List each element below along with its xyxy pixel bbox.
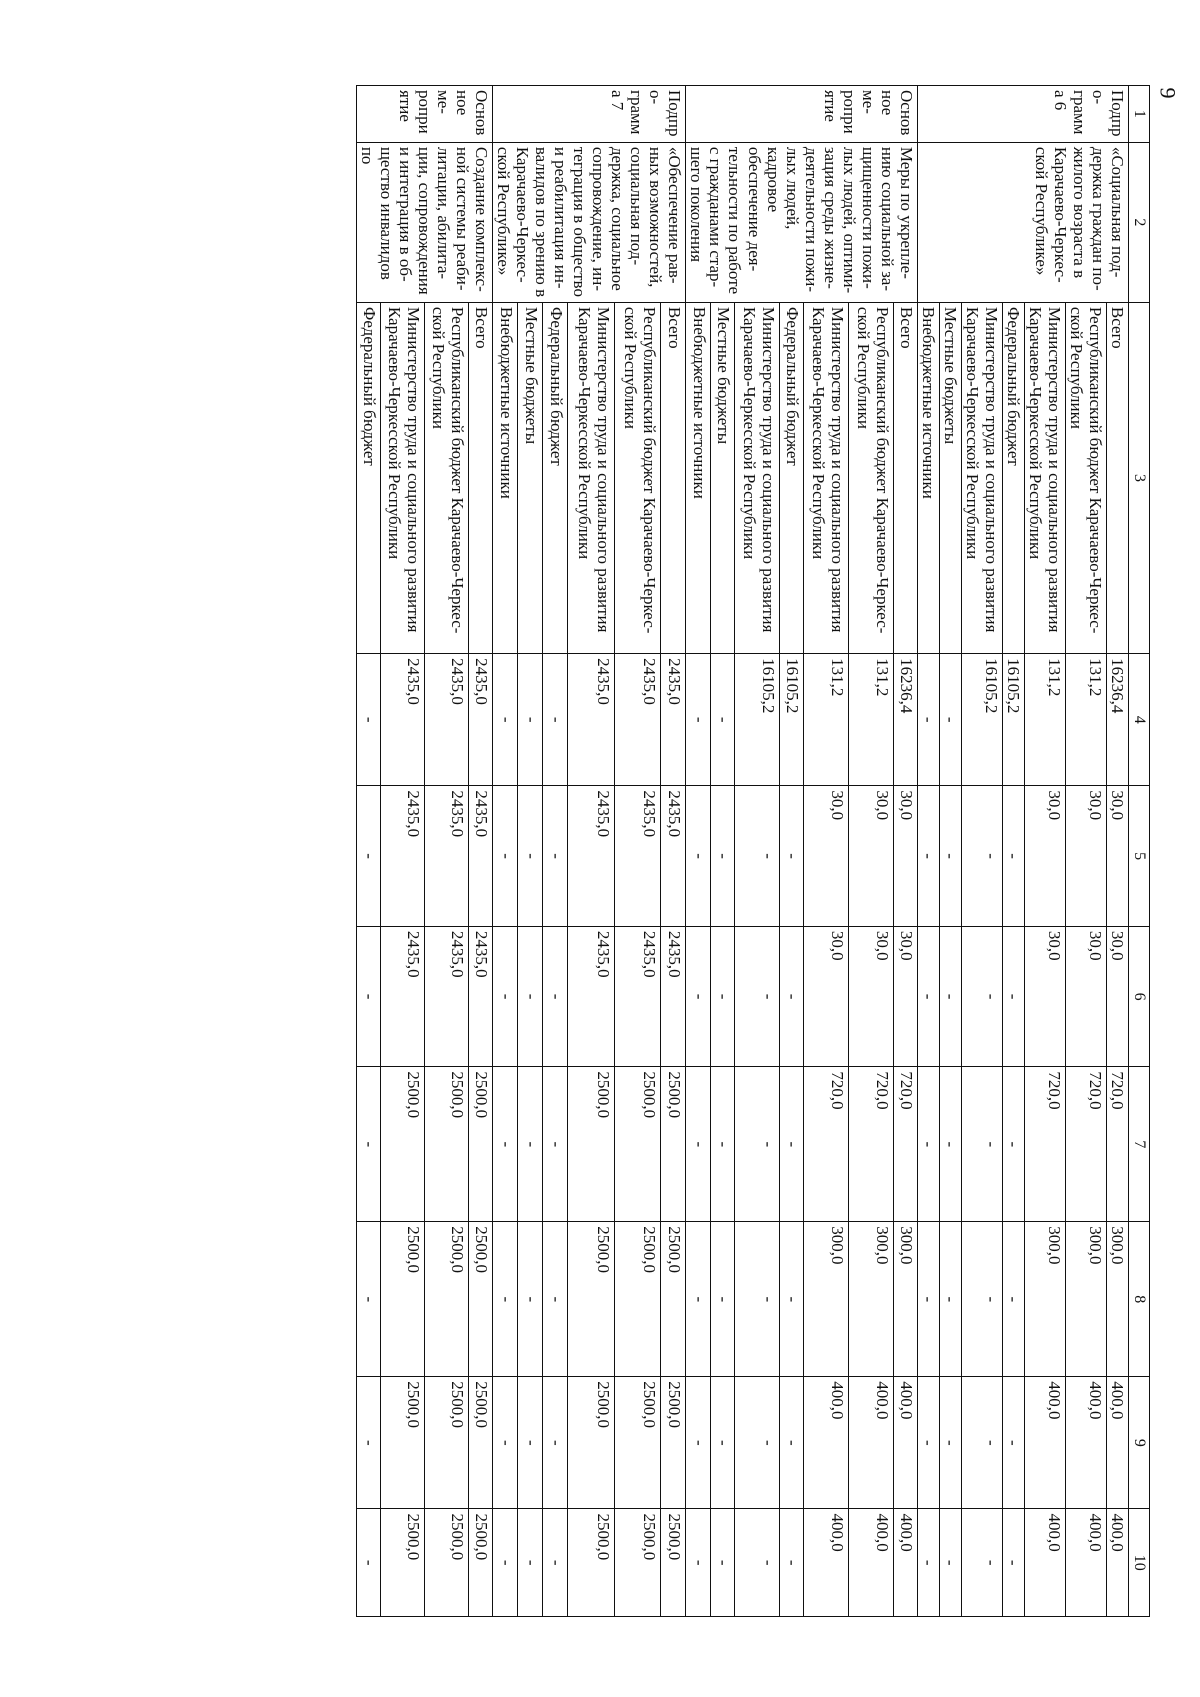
amount-cell-col7: - <box>917 1067 939 1222</box>
amount-cell-col4: 16105,2 <box>779 654 803 786</box>
table-row <box>493 86 518 1617</box>
amount-cell-col8: - <box>917 1222 939 1377</box>
amount-cell-col4: 16105,2 <box>1002 654 1024 786</box>
column-header-10: 10 <box>1129 1509 1150 1617</box>
program-type-cell: Основное ме-роприятие <box>686 86 917 143</box>
table-row <box>661 86 686 1617</box>
column-header-6: 6 <box>1129 926 1150 1066</box>
table-row <box>848 86 893 1617</box>
amount-cell-col6: - <box>939 926 961 1066</box>
program-type-cell: Подпро-грамма 7 <box>493 86 686 143</box>
amount-cell-col6: - <box>779 926 803 1066</box>
amount-cell-col5: - <box>961 786 1002 926</box>
amount-cell-col7: - <box>939 1067 961 1222</box>
amount-cell-col9: - <box>961 1377 1002 1509</box>
amount-cell-col4: 2435,0 <box>469 654 493 786</box>
amount-cell-col10: 2500,0 <box>469 1509 493 1617</box>
amount-cell-col4: 131,2 <box>1024 654 1065 786</box>
amount-cell-col7: 720,0 <box>1024 1067 1065 1222</box>
funding-source-cell: Всего <box>469 302 493 653</box>
amount-cell-col10: 400,0 <box>848 1509 893 1617</box>
column-header-5: 5 <box>1129 786 1150 926</box>
amount-cell-col4: 16236,4 <box>893 654 917 786</box>
amount-cell-col8: 300,0 <box>1066 1222 1107 1377</box>
amount-cell-col9: 400,0 <box>1107 1377 1129 1509</box>
amount-cell-col8: - <box>543 1222 568 1377</box>
amount-cell-col8: 2500,0 <box>614 1222 661 1377</box>
amount-cell-col9: 2500,0 <box>425 1377 469 1509</box>
table-row <box>543 86 568 1617</box>
amount-cell-col9: 2500,0 <box>614 1377 661 1509</box>
table-row <box>380 86 424 1617</box>
amount-cell-col6: - <box>961 926 1002 1066</box>
funding-source-cell: Местные бюджеты <box>710 302 734 653</box>
funding-source-cell: Федеральный бюджет <box>1002 302 1024 653</box>
amount-cell-col9: 400,0 <box>1066 1377 1107 1509</box>
program-name-cell: «Обеспечение рав-ных возможностей, социальная под-держка, социальное сопровождение, ин-теграция в общество и реабилитация ин-валидов по зрению в Карачаево-Черкес-ской Республике» <box>493 142 686 302</box>
amount-cell-col10: 400,0 <box>1107 1509 1129 1617</box>
amount-cell-col6: 30,0 <box>1107 926 1129 1066</box>
amount-cell-col7: 720,0 <box>803 1067 848 1222</box>
amount-cell-col7: - <box>961 1067 1002 1222</box>
amount-cell-col5: 30,0 <box>893 786 917 926</box>
amount-cell-col6: 2435,0 <box>661 926 686 1066</box>
amount-cell-col4: 2435,0 <box>614 654 661 786</box>
amount-cell-col10: 2500,0 <box>568 1509 615 1617</box>
amount-cell-col6: - <box>543 926 568 1066</box>
amount-cell-col5: 2435,0 <box>425 786 469 926</box>
amount-cell-col6: 30,0 <box>848 926 893 1066</box>
amount-cell-col9: - <box>734 1377 779 1509</box>
amount-cell-col7: - <box>543 1067 568 1222</box>
amount-cell-col8: - <box>961 1222 1002 1377</box>
amount-cell-col9: 2500,0 <box>469 1377 493 1509</box>
amount-cell-col9: - <box>518 1377 543 1509</box>
amount-cell-col5: 30,0 <box>1107 786 1129 926</box>
table-row <box>1002 86 1024 1617</box>
amount-cell-col5: - <box>356 786 380 926</box>
funding-source-cell: Всего <box>661 302 686 653</box>
amount-cell-col10: - <box>518 1509 543 1617</box>
amount-cell-col6: 2435,0 <box>380 926 424 1066</box>
amount-cell-col4: - <box>493 654 518 786</box>
amount-cell-col7: - <box>356 1067 380 1222</box>
amount-cell-col8: - <box>939 1222 961 1377</box>
amount-cell-col4: - <box>518 654 543 786</box>
amount-cell-col6: - <box>493 926 518 1066</box>
amount-cell-col6: 2435,0 <box>425 926 469 1066</box>
table-row <box>961 86 1002 1617</box>
table-row <box>614 86 661 1617</box>
amount-cell-col9: - <box>686 1377 710 1509</box>
funding-source-cell: Всего <box>893 302 917 653</box>
column-header-3: 3 <box>1129 302 1150 653</box>
table-row <box>425 86 469 1617</box>
funding-source-cell: Министерство труда и социального развития Карачаево-Черкесской Республики <box>380 302 424 653</box>
amount-cell-col8: 2500,0 <box>661 1222 686 1377</box>
amount-cell-col7: 2500,0 <box>425 1067 469 1222</box>
amount-cell-col5: - <box>939 786 961 926</box>
amount-cell-col4: - <box>939 654 961 786</box>
amount-cell-col8: - <box>710 1222 734 1377</box>
amount-cell-col7: - <box>686 1067 710 1222</box>
program-name-cell: Меры по укрепле-нию социальной за-щищенности пожи-лых людей, оптими-зация среды жизне-деятельности пожи-лых людей, кадровое обеспечение дея-тельности по работе с гражданами стар-шего поколения <box>686 142 917 302</box>
table-row <box>568 86 615 1617</box>
amount-cell-col4: 2435,0 <box>661 654 686 786</box>
amount-cell-col10: 400,0 <box>1066 1509 1107 1617</box>
table-row <box>1066 86 1107 1617</box>
amount-cell-col10: 400,0 <box>1024 1509 1065 1617</box>
amount-cell-col5: - <box>1002 786 1024 926</box>
funding-source-cell: Министерство труда и социального развития Карачаево-Черкесской Республики <box>961 302 1002 653</box>
amount-cell-col6: - <box>734 926 779 1066</box>
amount-cell-col10: - <box>1002 1509 1024 1617</box>
amount-cell-col6: - <box>356 926 380 1066</box>
table-row <box>734 86 779 1617</box>
amount-cell-col10: - <box>734 1509 779 1617</box>
amount-cell-col4: - <box>686 654 710 786</box>
amount-cell-col9: - <box>356 1377 380 1509</box>
funding-source-cell: Местные бюджеты <box>939 302 961 653</box>
amount-cell-col8: - <box>356 1222 380 1377</box>
amount-cell-col7: - <box>710 1067 734 1222</box>
table-row <box>710 86 734 1617</box>
amount-cell-col7: 720,0 <box>848 1067 893 1222</box>
amount-cell-col5: - <box>917 786 939 926</box>
amount-cell-col7: - <box>734 1067 779 1222</box>
amount-cell-col8: 2500,0 <box>568 1222 615 1377</box>
funding-source-cell: Министерство труда и социального развития Карачаево-Черкесской Республики <box>803 302 848 653</box>
amount-cell-col10: 2500,0 <box>614 1509 661 1617</box>
amount-cell-col7: 720,0 <box>1107 1067 1129 1222</box>
amount-cell-col9: - <box>710 1377 734 1509</box>
amount-cell-col10: - <box>917 1509 939 1617</box>
amount-cell-col10: 400,0 <box>803 1509 848 1617</box>
amount-cell-col10: 2500,0 <box>380 1509 424 1617</box>
amount-cell-col8: 300,0 <box>1107 1222 1129 1377</box>
amount-cell-col9: - <box>917 1377 939 1509</box>
funding-source-cell: Министерство труда и социального развития Карачаево-Черкесской Республики <box>1024 302 1065 653</box>
funding-source-cell: Всего <box>1107 302 1129 653</box>
amount-cell-col4: 131,2 <box>848 654 893 786</box>
table-row <box>779 86 803 1617</box>
amount-cell-col8: 2500,0 <box>380 1222 424 1377</box>
amount-cell-col5: - <box>779 786 803 926</box>
amount-cell-col6: 30,0 <box>893 926 917 1066</box>
funding-source-cell: Министерство труда и социального развития Карачаево-Черкесской Республики <box>568 302 615 653</box>
amount-cell-col4: 16105,2 <box>734 654 779 786</box>
amount-cell-col9: - <box>779 1377 803 1509</box>
amount-cell-col10: 2500,0 <box>661 1509 686 1617</box>
amount-cell-col10: - <box>779 1509 803 1617</box>
amount-cell-col7: 2500,0 <box>568 1067 615 1222</box>
amount-cell-col5: 30,0 <box>803 786 848 926</box>
amount-cell-col10: - <box>710 1509 734 1617</box>
table-row <box>518 86 543 1617</box>
funding-source-cell: Федеральный бюджет <box>779 302 803 653</box>
amount-cell-col6: 2435,0 <box>568 926 615 1066</box>
amount-cell-col7: - <box>518 1067 543 1222</box>
amount-cell-col6: 30,0 <box>803 926 848 1066</box>
amount-cell-col10: - <box>493 1509 518 1617</box>
column-header-2: 2 <box>1129 142 1150 302</box>
amount-cell-col5: 30,0 <box>1024 786 1065 926</box>
amount-cell-col10: - <box>543 1509 568 1617</box>
funding-source-cell: Внебюджетные источники <box>686 302 710 653</box>
rotated-table-container <box>356 85 1150 1617</box>
amount-cell-col5: 2435,0 <box>469 786 493 926</box>
amount-cell-col10: - <box>939 1509 961 1617</box>
amount-cell-col8: 300,0 <box>803 1222 848 1377</box>
funding-source-cell: Федеральный бюджет <box>543 302 568 653</box>
amount-cell-col5: 2435,0 <box>661 786 686 926</box>
amount-cell-col6: 30,0 <box>1066 926 1107 1066</box>
amount-cell-col4: 131,2 <box>1066 654 1107 786</box>
column-header-8: 8 <box>1129 1222 1150 1377</box>
amount-cell-col9: 400,0 <box>893 1377 917 1509</box>
amount-cell-col9: 2500,0 <box>568 1377 615 1509</box>
amount-cell-col9: 2500,0 <box>380 1377 424 1509</box>
amount-cell-col6: - <box>917 926 939 1066</box>
amount-cell-col7: 720,0 <box>893 1067 917 1222</box>
amount-cell-col8: - <box>493 1222 518 1377</box>
amount-cell-col4: 2435,0 <box>425 654 469 786</box>
amount-cell-col8: - <box>734 1222 779 1377</box>
amount-cell-col9: - <box>493 1377 518 1509</box>
amount-cell-col5: 2435,0 <box>568 786 615 926</box>
funding-source-cell: Внебюджетные источники <box>917 302 939 653</box>
amount-cell-col8: - <box>779 1222 803 1377</box>
amount-cell-col8: - <box>686 1222 710 1377</box>
amount-cell-col5: - <box>686 786 710 926</box>
table-row <box>893 86 917 1617</box>
amount-cell-col10: 400,0 <box>893 1509 917 1617</box>
amount-cell-col7: - <box>493 1067 518 1222</box>
amount-cell-col5: - <box>518 786 543 926</box>
amount-cell-col7: - <box>1002 1067 1024 1222</box>
table-row <box>356 86 380 1617</box>
amount-cell-col6: 2435,0 <box>469 926 493 1066</box>
amount-cell-col8: 2500,0 <box>469 1222 493 1377</box>
table-row <box>803 86 848 1617</box>
funding-source-cell: Республиканский бюджет Карачаево-Черкес-ской Республики <box>848 302 893 653</box>
funding-source-cell: Местные бюджеты <box>518 302 543 653</box>
amount-cell-col4: 16105,2 <box>961 654 1002 786</box>
amount-cell-col9: - <box>543 1377 568 1509</box>
amount-cell-col9: 400,0 <box>803 1377 848 1509</box>
column-header-7: 7 <box>1129 1067 1150 1222</box>
funding-source-cell: Министерство труда и социального развития Карачаево-Черкесской Республики <box>734 302 779 653</box>
amount-cell-col5: 2435,0 <box>614 786 661 926</box>
funding-table <box>356 85 1150 1617</box>
amount-cell-col5: - <box>493 786 518 926</box>
amount-cell-col7: 2500,0 <box>469 1067 493 1222</box>
amount-cell-col8: - <box>1002 1222 1024 1377</box>
amount-cell-col4: 131,2 <box>803 654 848 786</box>
program-type-cell: Подпро-грамма 6 <box>917 86 1128 143</box>
amount-cell-col5: - <box>710 786 734 926</box>
amount-cell-col5: 30,0 <box>848 786 893 926</box>
amount-cell-col5: - <box>543 786 568 926</box>
amount-cell-col9: - <box>1002 1377 1024 1509</box>
funding-source-cell: Республиканский бюджет Карачаево-Черкес-ской Республики <box>614 302 661 653</box>
amount-cell-col9: 2500,0 <box>661 1377 686 1509</box>
amount-cell-col6: 30,0 <box>1024 926 1065 1066</box>
amount-cell-col5: 2435,0 <box>380 786 424 926</box>
amount-cell-col4: - <box>543 654 568 786</box>
amount-cell-col4: - <box>917 654 939 786</box>
amount-cell-col7: 2500,0 <box>380 1067 424 1222</box>
amount-cell-col10: - <box>961 1509 1002 1617</box>
amount-cell-col8: 2500,0 <box>425 1222 469 1377</box>
amount-cell-col7: 2500,0 <box>661 1067 686 1222</box>
amount-cell-col4: 2435,0 <box>568 654 615 786</box>
amount-cell-col5: - <box>734 786 779 926</box>
amount-cell-col10: - <box>356 1509 380 1617</box>
amount-cell-col6: - <box>518 926 543 1066</box>
amount-cell-col5: 30,0 <box>1066 786 1107 926</box>
amount-cell-col8: 300,0 <box>1024 1222 1065 1377</box>
funding-source-cell: Федеральный бюджет <box>356 302 380 653</box>
amount-cell-col9: 400,0 <box>848 1377 893 1509</box>
amount-cell-col7: - <box>779 1067 803 1222</box>
amount-cell-col8: - <box>518 1222 543 1377</box>
table-row <box>1107 86 1129 1617</box>
amount-cell-col4: 2435,0 <box>380 654 424 786</box>
table-row <box>469 86 493 1617</box>
amount-cell-col4: - <box>710 654 734 786</box>
page-number: 9 <box>1155 87 1181 99</box>
table-row <box>686 86 710 1617</box>
amount-cell-col9: 400,0 <box>1024 1377 1065 1509</box>
amount-cell-col10: - <box>686 1509 710 1617</box>
amount-cell-col6: - <box>710 926 734 1066</box>
amount-cell-col9: - <box>939 1377 961 1509</box>
amount-cell-col6: 2435,0 <box>614 926 661 1066</box>
amount-cell-col7: 2500,0 <box>614 1067 661 1222</box>
amount-cell-col8: 300,0 <box>848 1222 893 1377</box>
program-name-cell: «Социальная под-держка граждан по-жилого возраста в Карачаево-Черкес-ской Республике» <box>917 142 1128 302</box>
amount-cell-col6: - <box>686 926 710 1066</box>
program-type-cell: Основное ме-роприятие <box>356 86 492 143</box>
column-header-9: 9 <box>1129 1377 1150 1509</box>
amount-cell-col4: - <box>356 654 380 786</box>
amount-cell-col10: 2500,0 <box>425 1509 469 1617</box>
column-header-1: 1 <box>1129 86 1150 143</box>
header-row <box>1129 86 1150 1617</box>
table-row <box>939 86 961 1617</box>
table-row <box>917 86 939 1617</box>
program-name-cell: Создание комплекс-ной системы реаби-литации, абилита-ции, сопровождения и интеграция в об-щество инвалидов по <box>356 142 492 302</box>
amount-cell-col7: 720,0 <box>1066 1067 1107 1222</box>
column-header-4: 4 <box>1129 654 1150 786</box>
funding-source-cell: Республиканский бюджет Карачаево-Черкес-ской Республики <box>425 302 469 653</box>
amount-cell-col8: 300,0 <box>893 1222 917 1377</box>
funding-source-cell: Республиканский бюджет Карачаево-Черкес-ской Республики <box>1066 302 1107 653</box>
amount-cell-col4: 16236,4 <box>1107 654 1129 786</box>
funding-source-cell: Внебюджетные источники <box>493 302 518 653</box>
amount-cell-col6: - <box>1002 926 1024 1066</box>
table-row <box>1024 86 1065 1617</box>
